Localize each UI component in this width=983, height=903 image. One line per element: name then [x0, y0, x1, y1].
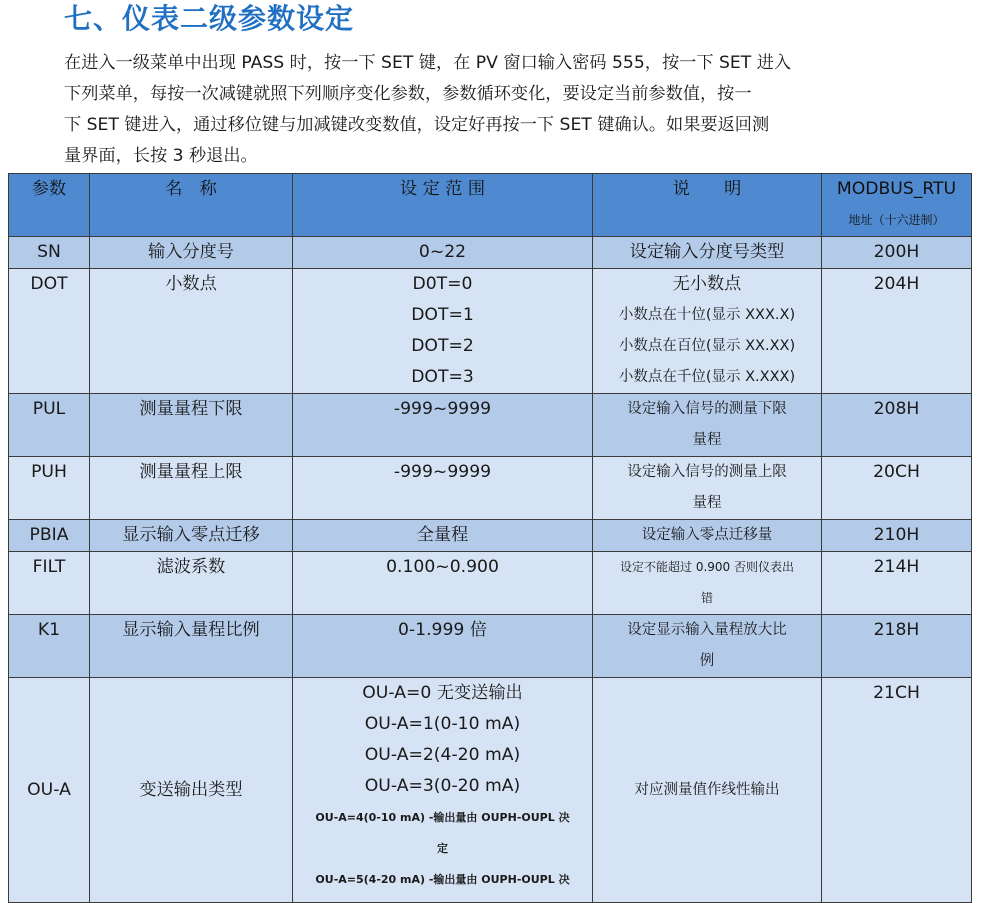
cell-param: PUH — [9, 457, 90, 520]
cell-name: 测量量程下限 — [90, 394, 293, 457]
cell-name: 显示输入量程比例 — [90, 615, 293, 678]
cell-addr: 218H — [822, 615, 972, 678]
header-range: 设 定 范 围 — [293, 174, 593, 237]
table-row-puh — [9, 457, 972, 520]
table-row-k1 — [9, 615, 972, 678]
cell-addr: 208H — [822, 394, 972, 457]
cell-param: OU-A — [9, 678, 90, 903]
cell-range: -999~9999 — [293, 457, 593, 520]
cell-desc: 设定输入分度号类型 — [593, 237, 822, 269]
cell-desc: 设定输入信号的测量下限 量程 — [593, 394, 822, 457]
cell-param: K1 — [9, 615, 90, 678]
cell-range: 0~22 — [293, 237, 593, 269]
intro-line: 量界面，长按 3 秒退出。 — [64, 146, 258, 166]
cell-range: D0T=0 DOT=1 DOT=2 DOT=3 — [293, 269, 593, 394]
table-row-sn — [9, 237, 972, 269]
table-row-pbia — [9, 520, 972, 552]
cell-param: SN — [9, 237, 90, 269]
cell-range: 0.100~0.900 — [293, 552, 593, 615]
cell-desc: 设定不能超过 0.900 否则仪表出 错 — [593, 552, 822, 615]
cell-addr: 20CH — [822, 457, 972, 520]
intro-line: 在进入一级菜单中出现 PASS 时，按一下 SET 键，在 PV 窗口输入密码 555，按一下 SET 进入 — [64, 53, 792, 73]
cell-param: PBIA — [9, 520, 90, 552]
intro-paragraph — [64, 48, 944, 172]
cell-desc: 无小数点 小数点在十位(显示 XXX.X) 小数点在百位(显示 XX.XX) 小数点在千位(显示 X.XXX) — [593, 269, 822, 394]
cell-desc: 设定输入信号的测量上限 量程 — [593, 457, 822, 520]
cell-range: -999~9999 — [293, 394, 593, 457]
cell-param: FILT — [9, 552, 90, 615]
cell-range: 全量程 — [293, 520, 593, 552]
header-desc: 说 明 — [593, 174, 822, 237]
section-title: 七、仪表二级参数设定 — [64, 2, 355, 35]
cell-name: 变送输出类型 — [90, 678, 293, 903]
cell-name: 滤波系数 — [90, 552, 293, 615]
intro-line: 下 SET 键进入，通过移位键与加减键改变数值，设定好再按一下 SET 键确认。如果要返回测 — [64, 115, 770, 135]
table-header-row — [9, 174, 972, 237]
cell-desc: 对应测量值作线性输出 — [593, 678, 822, 903]
cell-name: 测量量程上限 — [90, 457, 293, 520]
cell-addr: 21CH — [822, 678, 972, 903]
cell-name: 小数点 — [90, 269, 293, 394]
header-param: 参数 — [9, 174, 90, 237]
table-row-dot — [9, 269, 972, 394]
table-row-oua — [9, 678, 972, 903]
table-row-filt — [9, 552, 972, 615]
cell-name: 显示输入零点迁移 — [90, 520, 293, 552]
cell-addr: 210H — [822, 520, 972, 552]
cell-range: OU-A=0 无变送输出 OU-A=1(0-10 mA) OU-A=2(4-20 mA) OU-A=3(0-20 mA) OU-A=4(0-10 mA) -输出量由 OUPH-OUPL 决 定 OU-A=5(4-20 mA) -输出量由 OUPH-OUPL 决 — [293, 678, 593, 903]
cell-name: 输入分度号 — [90, 237, 293, 269]
cell-desc: 设定显示输入量程放大比 例 — [593, 615, 822, 678]
header-modbus: MODBUS_RTU 地址（十六进制） — [822, 174, 972, 237]
cell-addr: 214H — [822, 552, 972, 615]
cell-param: PUL — [9, 394, 90, 457]
table-row-pul — [9, 394, 972, 457]
header-name: 名 称 — [90, 174, 293, 237]
cell-range: 0-1.999 倍 — [293, 615, 593, 678]
cell-addr: 200H — [822, 237, 972, 269]
intro-line: 下列菜单，每按一次减键就照下列顺序变化参数，参数循环变化，要设定当前参数值，按一 — [64, 84, 752, 104]
cell-param: DOT — [9, 269, 90, 394]
cell-addr: 204H — [822, 269, 972, 394]
cell-desc: 设定输入零点迁移量 — [593, 520, 822, 552]
parameter-table — [8, 173, 972, 903]
